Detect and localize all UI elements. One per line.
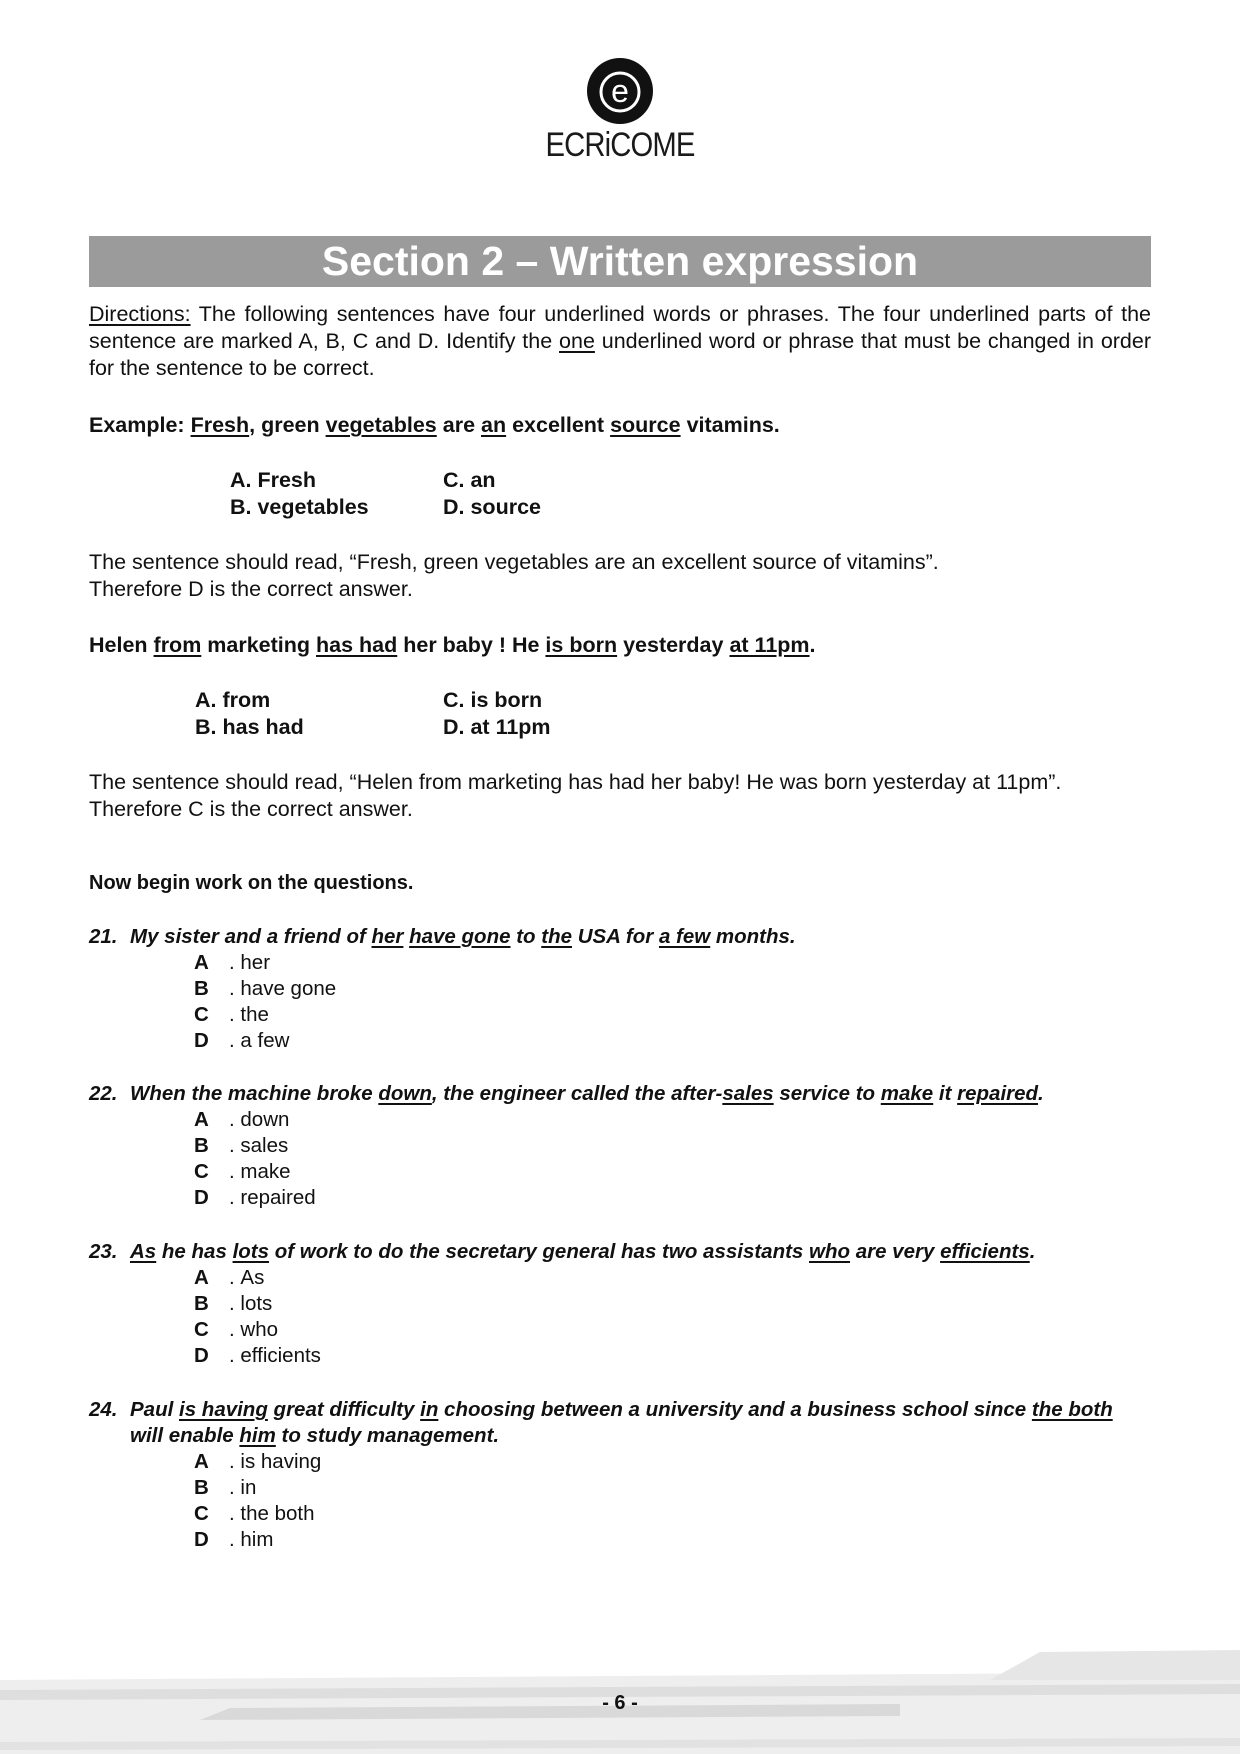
example2-text: Helen — [89, 633, 154, 657]
example-underline-d: source — [610, 413, 681, 437]
stem-underline-b: sales — [722, 1082, 774, 1105]
example-text: vitamins. — [680, 413, 780, 437]
example-explanation — [89, 549, 1151, 603]
stem-text: USA for — [572, 925, 659, 948]
stem-text: to — [510, 925, 542, 948]
example2-explanation — [89, 769, 1151, 823]
example2-explanation-2: Therefore C is the correct answer. — [89, 797, 413, 821]
choice-c[interactable]: C . make — [194, 1160, 291, 1183]
stem-underline-a: her — [371, 925, 404, 948]
example2-text: . — [809, 633, 816, 657]
stem-underline-a: is having — [179, 1398, 268, 1421]
stem-underline-a: down — [378, 1082, 432, 1105]
stem-text: When the machine broke — [130, 1082, 379, 1105]
example-underline-b: vegetables — [325, 413, 437, 437]
directions-emphasis: one — [559, 329, 595, 353]
stem-text: . — [1029, 1240, 1036, 1263]
example-underline-c: an — [481, 413, 507, 437]
logo-text: ECRiCOME — [545, 126, 695, 164]
choice-a[interactable]: A . her — [194, 951, 271, 974]
section-title: Section 2 – Written expression — [89, 236, 1151, 287]
choice-d[interactable]: D . efficients — [194, 1344, 321, 1367]
directions-text-1: The following sentences have four underlined words or phrases. The four underlined parts of the sentence are marked A, B, C and D. Identify the — [89, 302, 1151, 353]
example2-options — [195, 687, 551, 741]
example-explanation-1: The sentence should read, “Fresh, green vegetables are an excellent source of vitamins”. — [89, 550, 939, 574]
stem-text: will enable — [130, 1424, 240, 1447]
example-options — [230, 467, 541, 521]
example2-underline-d: at 11pm — [729, 633, 810, 657]
example-option-b: B. vegetables — [230, 495, 369, 519]
stem-text: it — [933, 1082, 958, 1105]
stem-text: months. — [710, 925, 796, 948]
example-text: are — [436, 413, 481, 437]
question-number: 24. — [89, 1398, 118, 1421]
example2-explanation-1: The sentence should read, “Helen from marketing has had her baby! He was born yesterday at 11pm”. — [89, 770, 1062, 794]
example-label: Example: — [89, 413, 191, 437]
example2-option-a: A. from — [195, 688, 271, 712]
example2-text: marketing — [201, 633, 317, 657]
stem-underline-c: the — [541, 925, 572, 948]
stem-underline-d: him — [239, 1424, 276, 1447]
stem-underline-c: the both — [1031, 1398, 1113, 1421]
stem-underline-b: have gone — [409, 925, 511, 948]
example2-underline-a: from — [153, 633, 202, 657]
example-option-a: A. Fresh — [230, 468, 317, 492]
directions-text-2: underlined word or phrase that must be changed in order for the sentence to be correct. — [89, 329, 1152, 380]
stem-text: My sister and a friend of — [130, 925, 372, 948]
example2-underline-c: is born — [545, 633, 618, 657]
stem-underline-d: a few — [658, 925, 711, 948]
choice-c[interactable]: C . the both — [194, 1502, 315, 1525]
instruction: Now begin work on the questions. — [89, 872, 414, 894]
stem-underline-a: As — [130, 1240, 157, 1263]
page-number: - 6 - — [602, 1692, 638, 1714]
question-number: 22. — [89, 1082, 118, 1105]
stem-underline-b: lots — [232, 1240, 270, 1263]
stem-underline-c: make — [880, 1082, 934, 1105]
stem-underline-d: repaired — [957, 1082, 1039, 1105]
choice-a[interactable]: A . down — [194, 1108, 290, 1131]
directions-label: Directions: — [89, 302, 191, 326]
choice-b[interactable]: B . in — [194, 1476, 257, 1499]
question-number: 23. — [89, 1240, 118, 1263]
stem-text: of work to do the secretary general has two assistants — [269, 1240, 810, 1263]
logo-letter: e — [611, 73, 629, 109]
stem-text: . — [1038, 1082, 1044, 1105]
stem-text: are very — [850, 1240, 941, 1263]
stem-text: choosing between a university and a business school since — [438, 1398, 1032, 1421]
choice-c[interactable]: C . who — [194, 1318, 279, 1341]
example-sentence — [89, 413, 1151, 438]
choice-b[interactable]: B . sales — [194, 1134, 289, 1157]
question-22 — [89, 1081, 1151, 1211]
question-number: 21. — [89, 925, 118, 948]
choice-c[interactable]: C . the — [194, 1003, 269, 1026]
choice-b[interactable]: B . have gone — [194, 977, 337, 1000]
example2-sentence — [89, 633, 1151, 658]
choice-a[interactable]: A . is having — [194, 1450, 322, 1473]
example2-underline-b: has had — [316, 633, 398, 657]
ecricome-logo-mark — [587, 58, 653, 124]
example-text: , green — [249, 413, 326, 437]
stem-text: service to — [773, 1082, 881, 1105]
stem-text: he has — [156, 1240, 233, 1263]
example-option-d: D. source — [443, 495, 541, 519]
stem-underline-b: in — [420, 1398, 439, 1421]
stem-text: great difficulty — [267, 1398, 421, 1421]
ecricome-logo — [0, 58, 1240, 165]
example-explanation-2: Therefore D is the correct answer. — [89, 577, 413, 601]
choice-d[interactable]: D . repaired — [194, 1186, 316, 1209]
question-23 — [89, 1239, 1151, 1369]
question-21 — [89, 924, 1151, 1054]
example-option-c: C. an — [443, 468, 496, 492]
example2-option-c: C. is born — [443, 688, 543, 712]
example-underline-a: Fresh — [190, 413, 250, 437]
stem-text: Paul — [130, 1398, 179, 1421]
question-24 — [89, 1397, 1151, 1553]
choice-a[interactable]: A . As — [194, 1266, 265, 1289]
stem-text: to study management. — [275, 1424, 500, 1447]
example-text: excellent — [506, 413, 611, 437]
choice-d[interactable]: D . a few — [194, 1029, 290, 1052]
choice-d[interactable]: D . him — [194, 1528, 274, 1551]
stem-underline-d: efficients — [940, 1240, 1030, 1263]
choice-b[interactable]: B . lots — [194, 1292, 273, 1315]
stem-text: , the engineer called the after- — [431, 1082, 723, 1105]
example2-text: her baby ! He — [397, 633, 546, 657]
directions — [89, 301, 1151, 382]
example2-option-b: B. has had — [195, 715, 304, 739]
example2-option-d: D. at 11pm — [443, 715, 551, 739]
stem-underline-c: who — [809, 1240, 851, 1263]
example2-text: yesterday — [617, 633, 730, 657]
